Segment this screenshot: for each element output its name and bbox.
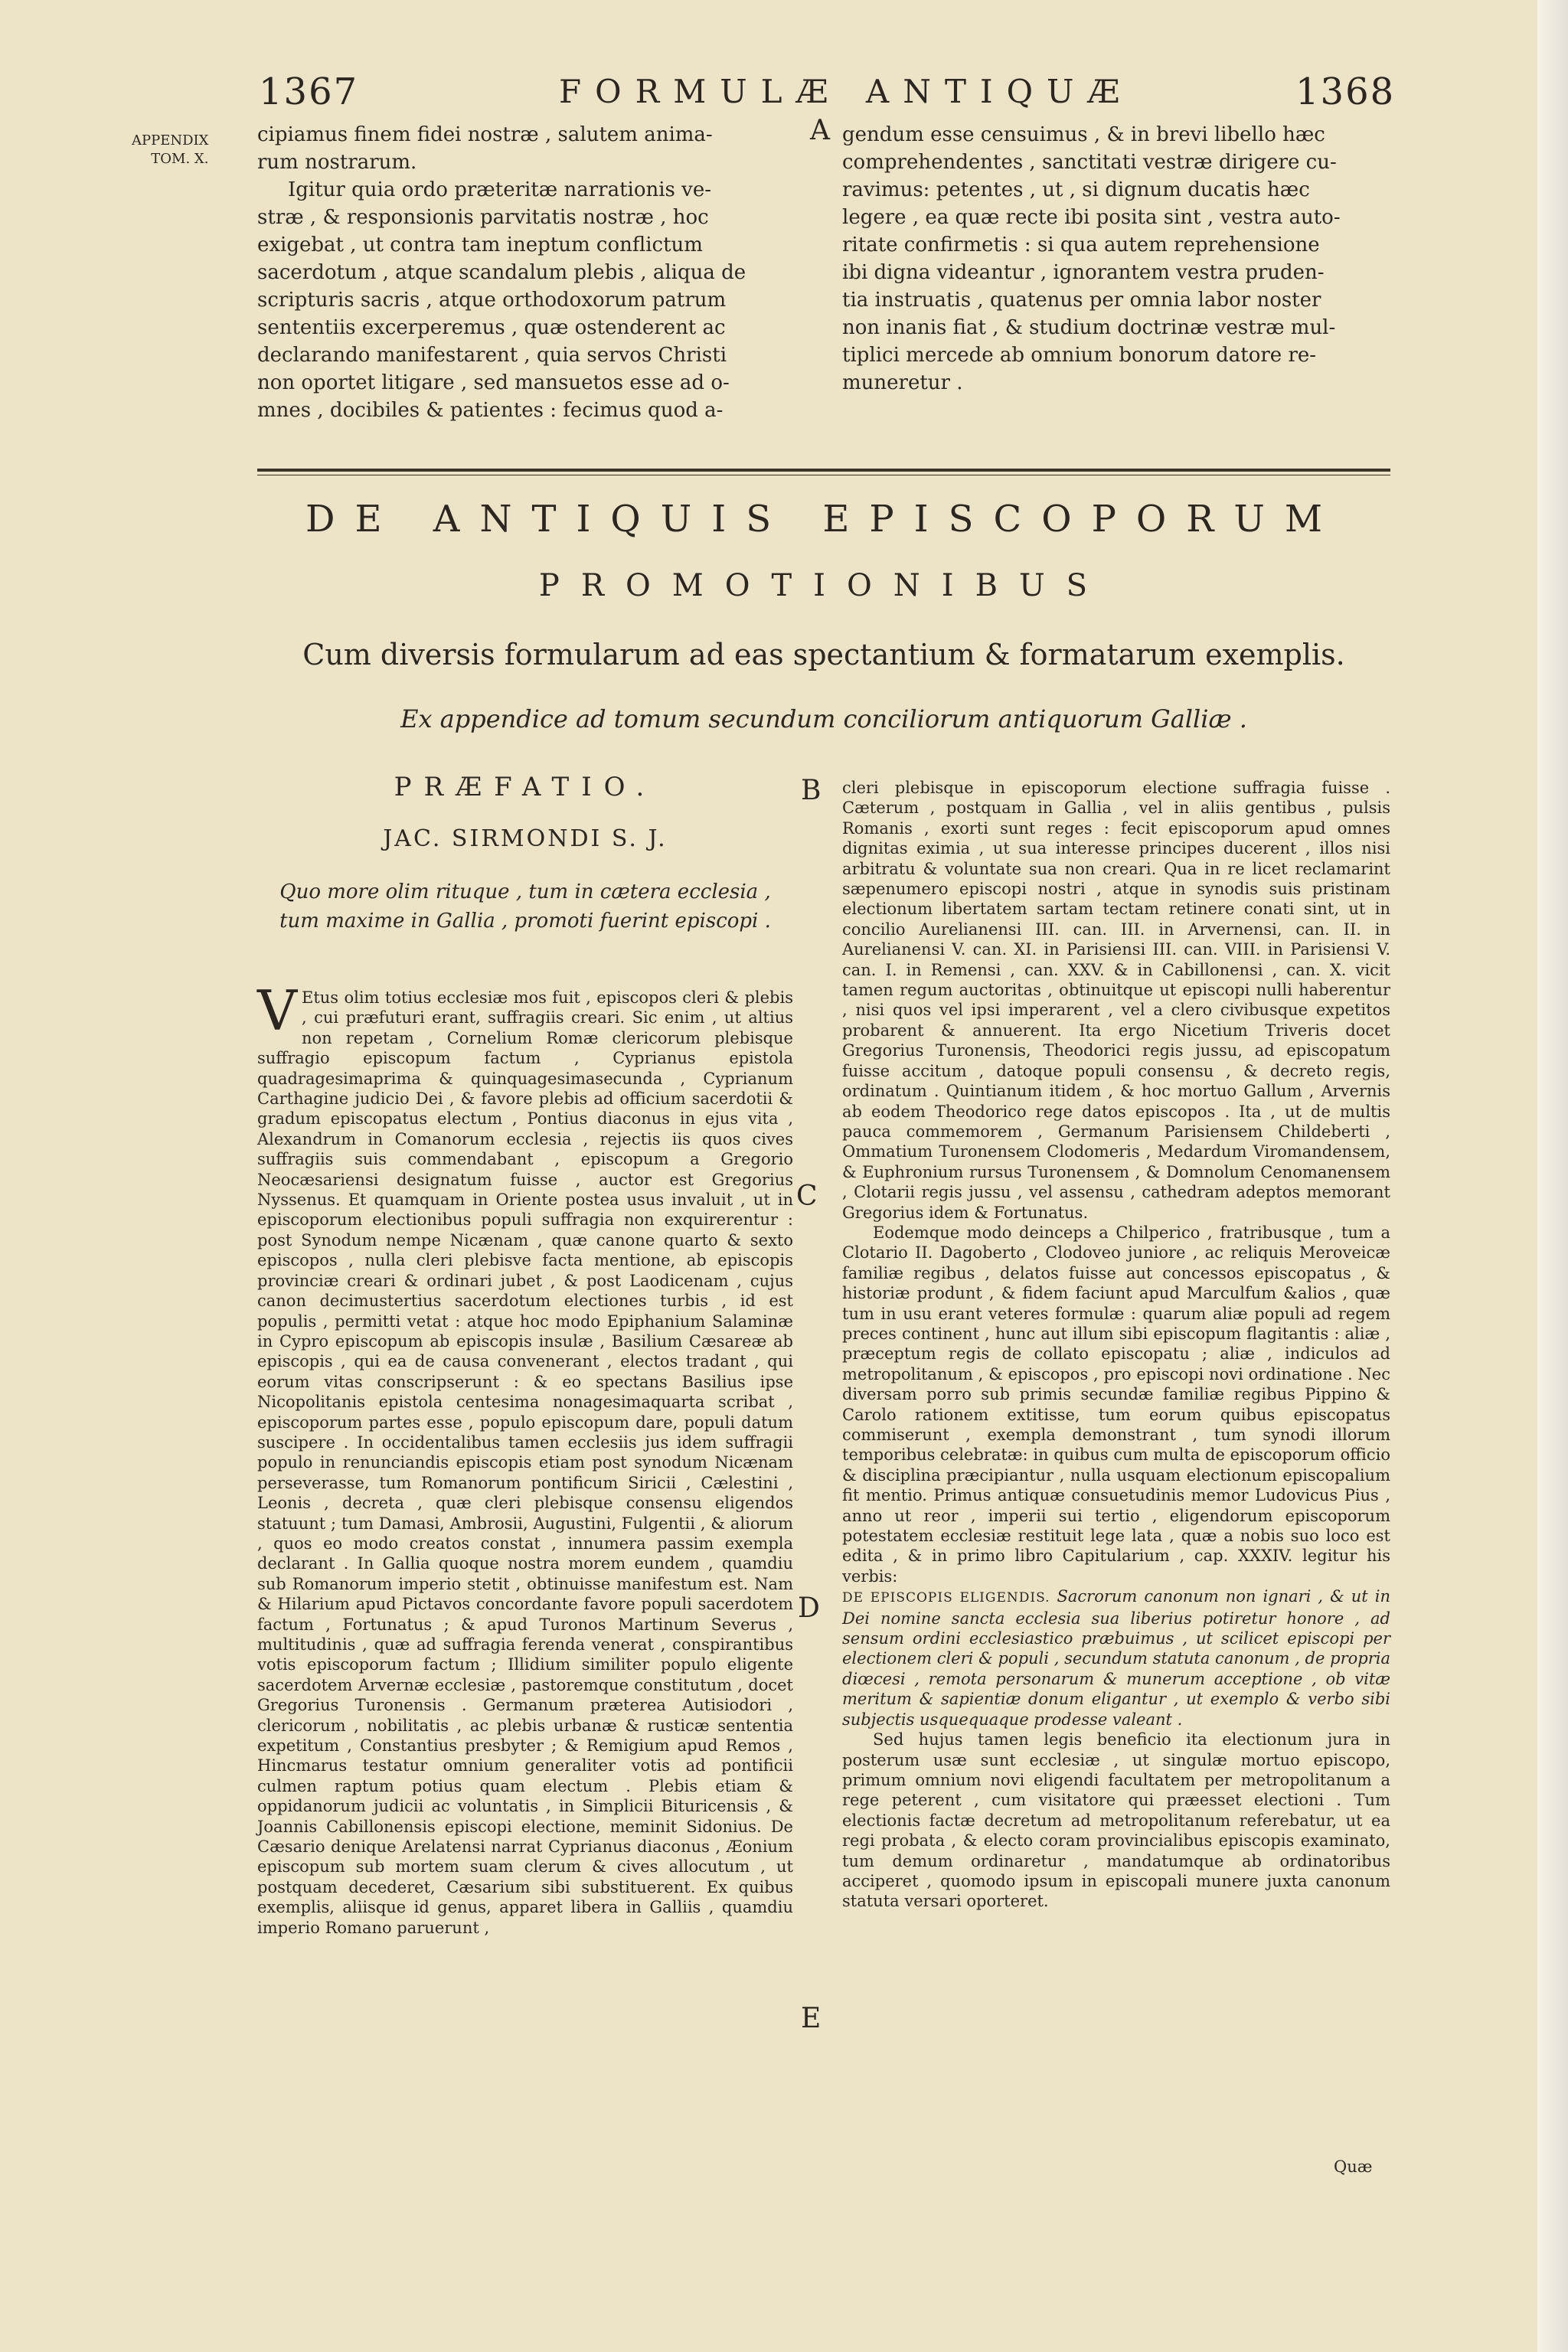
praefatio-right-column <box>842 778 1390 1912</box>
appendix-label: APPENDIX <box>132 132 209 149</box>
margin-letter-a: A <box>810 115 830 146</box>
text-line: sententiis excerperemus , quæ ostenderent ac <box>257 316 726 339</box>
margin-letter-b: B <box>801 775 822 806</box>
section-rule-thick <box>257 469 1390 472</box>
text-line: comprehendentes , sanctitati vestræ dirigere cu- <box>842 151 1337 174</box>
text-line: mnes , docibiles & patientes : fecimus quod a- <box>257 399 724 422</box>
text-line: non oportet litigare , sed mansuetos esse ad o- <box>257 371 730 394</box>
sub-title: PROMOTIONIBUS <box>538 568 1109 603</box>
text-line: stræ , & responsionis parvitatis nostræ , hoc <box>257 206 709 229</box>
praefatio-left-text: Etus olim totius ecclesiæ mos fuit , episcopos cleri & plebis , cui præfuturi erant, suffragiis creari. Sic enim , ut altius non repetam , Cornelium Romæ clericorum plebisque suffragio episcopum factum , Cyprianus epistola quadragesimaprima & quinquagesimasecunda , Cyprianum Carthagine judicio Dei , & favore plebis ad officium sacerdotii & gradum episcopatus electum , Pontius diaconus in ejus vita , Alexandrum in Comanorum ecclesia , rejectis iis quos cives suffragiis suis commendabant , episcopum a Gregorio Neocæsariensi designatum fuisse , auctor est Gregorius Nyssenus. Et quamquam in Oriente postea usus invaluit , ut in episcoporum electionibus populi suffragia non exquirerentur : post Synodum nempe Nicænam , quæ canone quarto & sexto episcopos , nulla cleri plebisve facta mentione, ab episcopis provinciæ creari & ordinari jubet , & post Laodicenam , cujus canon decimustertius sacerdotum electiones turbis , id est populis , permitti vetat : atque hoc modo Epiphanium Salaminæ in Cypro episcopum ab episcopis insulæ , Basilium Cæsareæ ab episcopis , qui ea de causa convenerant , electos tradant , qui eorum vitas conscripserunt : & eo spectans Basilius ipse Nicopolitanis epistola centesima nonagesimaquarta scribat , episcoporum partes esse , populo episcopum dare, populi datum suscipere . In occidentalibus tamen ecclesiis jus idem suffragii populo in renunciandis episcopis etiam post synodum Nicænam perseverasse, tum Romanorum pontificum Siricii , Cælestini , Leonis , decreta , quæ cleri plebisque consensu eligendos statuunt ; tum Damasi, Ambrosii, Augustini, Fulgentii , & aliorum , quos eo modo creatos constat , innumera passim exempla declarant . In Gallia quoque nostra morem eundem , quamdiu sub Romanorum imperio stetit , obtinuisse manifestum est. Nam & Hilarium apud Pictavos concordante favore populi sacerdotem factum , Fortunatus ; & apud Turonos Martinum Severus , multitudinis , quæ ad suffragia ferenda venerat , conspirantibus votis episcoporum factum ; Illidium similiter populo eligente sacerdotem Arvernæ ecclesiæ , pastoremque constitutum , docet Gregorius Turonensis . Germanum præterea Autisiodori , clericorum , nobilitatis , ac plebis urbanæ & rusticæ sententia expetitum , Constantius presbyter ; & Remigium apud Remos , Hincmarus testatur omnium generaliter votis ad pontificii culmen raptum potius quam electum . Plebis etiam & oppidanorum judicii ac voluntatis , in Simplicii Bituricensis , & Joannis Cabillonensis episcopi electione, meminit Sidonius. De Cæsario denique Arelatensi narrat Cyprianus diaconus , Æonium episcopum sub mortem suam clerum & cives allocutum , ut postquam decederet, Cæsarium sibi substituerent. Ex quibus exemplis, aliisque id genus, apparet libera in Galliis , quamdiu imperio Romano paruerunt , <box>257 988 793 1937</box>
praefatio-right-text-3: Sed hujus tamen legis beneficio ita electionum jura in posterum usæ sunt ecclesiæ , ut singulæ mortuo episcopo, primum omnium novi eligendi facultatem per metropolitanum a rege peterent , cum visitatore qui præesset electioni . Tum electionis factæ decretum ad metropolitanum referebatur, ut ea regi probata , & electo coram provincialibus episcopis examinato, tum demum ordinaretur , mandatumque ab ordinatoribus acciperet , quomodo ipsum in episcopali munere juxta canonum statuta versari oporteret. <box>842 1730 1390 1911</box>
text-line: sacerdotum , atque scandalum plebis , aliqua de <box>257 261 746 284</box>
praefatio-left-column <box>257 978 793 1938</box>
text-line: Igitur quia ordo præteritæ narrationis ve- <box>288 178 712 201</box>
text-line: gendum esse censuimus , & in brevi libello hæc <box>842 123 1325 146</box>
top-left-column <box>257 121 793 424</box>
text-line: ibi digna videantur , ignorantem vestra pruden- <box>842 261 1325 284</box>
praefatio-right-text-2: Eodemque modo deinceps a Chilperico , fratribusque , tum a Clotario II. Dagoberto , Clodoveo juniore , ac reliquis Meroveicæ familiæ regibus , delatos fuisse aut concessos episcopatus , & historiæ produnt , & fidem faciunt apud Marculfum &alios , quæ tum in usu erant veteres formulæ : quarum aliæ populi ad regem preces continent , hunc aut illum sibi episcopum flagitantis : aliæ , præceptum regis de collato episcopatu ; aliæ , indiculos ad metropolitanum , & episcopos , pro episcopi novi ordinatione . Nec diversam porro sub primis secundæ familiæ regibus Pippino & Carolo rationem extitisse, tum eorum quibus episcopatus commiserunt , exempla demonstrant , tum synodi illorum temporibus celebratæ: in quibus cum multa de episcoporum officio & disciplina præcipiantur , nulla usquam electionum episcopalium fit mentio. Primus antiquæ consuetudinis memor Ludovicus Pius , anno ut reor , imperii sui tertio , eligendorum episcoporum potestatem ecclesiæ restituit lege lata , quæ a nobis suo loco est edita , & in primo libro Capitularium , cap. XXXIV. legitur his verbis: <box>842 1223 1390 1586</box>
text-line: exigebat , ut contra tam ineptum conflictum <box>257 234 703 256</box>
text-line: tia instruatis , quatenus per omnia labor noster <box>842 289 1321 312</box>
tome-label: TOM. X. <box>151 151 209 167</box>
margin-letter-c: C <box>796 1181 818 1212</box>
text-line: cipiamus finem fidei nostræ , salutem anima- <box>257 123 713 146</box>
appendix-margin-note <box>132 132 208 168</box>
praefatio-heading: PRÆFATIO. <box>394 772 657 802</box>
main-title: DE ANTIQUIS EPISCOPORUM <box>305 498 1342 541</box>
page-gutter-shadow <box>1537 0 1568 2352</box>
text-line: scripturis sacris , atque orthodoxorum patrum <box>257 289 727 312</box>
decree-label: DE EPISCOPIS ELIGENDIS. <box>842 1590 1050 1606</box>
running-title: FORMULÆ ANTIQUÆ <box>559 73 1134 110</box>
text-line: legere , ea quæ recte ibi posita sint , vestra auto- <box>842 206 1341 229</box>
praefatio-right-text-1: cleri plebisque in episcoporum electione suffragia fuisse . Cæterum , postquam in Gallia , vel in aliis gentibus , pulsis Romanis , exorti sunt reges : fecit episcoporum apud omnes dignitas eximia , ut sua interesse principes ducerent , illos nisi arbitratu & voluntate sua non creari. Qua in re licet reclamarint sæpenumero episcopi nostri , atque in synodis suis pristinam electionum libertatem sartam tectam retinere conati sint, ut in concilio Aurelianensi III. can. III. in Arvernensi, can. II. in Aurelianensi V. can. XI. in Parisiensi III. can. VIII. in Parisiensi V. can. I. in Remensi , can. XXV. & in Cabillonensi , can. X. vicit tamen regum auctoritas , obtinuitque ut episcopi nulli haberentur , nisi quos vel ipsi imperarent , vel a clero civibusque expetitos probarent & annuerent. Ita ergo Nicetium Triveris docet Gregorius Turonensis, Theodorici regis jussu, ad episcopatum fuisse accitum , datoque populi consensu , & decreto regis, ordinatum . Quintianum itidem , & hoc mortuo Gallum , Arvernis ab eodem Theodorico rege datos episcopos . Ita , ut de multis pauca commemorem , Germanum Parisiensem Childeberti , Ommatium Turonensem Clodomeris , Medardum Viromandensem, & Euphronium rursus Turonensem , & Domnolum Cenomanensem , Clotarii regis jussu , vel assensu , cathedram adeptos memorant Gregorius idem & Fortunatus. <box>842 779 1390 1222</box>
text-line: rum nostrarum. <box>257 151 417 174</box>
text-line: tiplici mercede ab omnium bonorum datore re- <box>842 344 1317 367</box>
title-description: Cum diversis formularum ad eas spectantium & formatarum exemplis. <box>302 638 1345 671</box>
praefatio-summary: Quo more olim rituque , tum in cætera ecclesia , tum maxime in Gallia , promoti fuerint episcopi . <box>279 880 771 933</box>
right-page-number: 1368 <box>1295 70 1396 113</box>
margin-letter-e: E <box>801 2003 822 2034</box>
left-page-number: 1367 <box>259 70 359 113</box>
drop-cap: V <box>257 978 297 1043</box>
top-right-column <box>842 121 1390 397</box>
text-line: non inanis fiat , & studium doctrinæ vestræ mul- <box>842 316 1336 339</box>
praefatio-author: JAC. SIRMONDI S. J. <box>383 825 668 852</box>
text-line: ritate confirmetis : si qua autem reprehensione <box>842 234 1320 256</box>
decree-text: Sacrorum canonum non ignari , & ut in Dei nomine sancta ecclesia sua liberius potiretur honore , ad sensum ordini ecclesiastico præbuimus , ut scilicet episcopi per electionem cleri & populi , secundum statuta canonum , de propria diœcesi , remota personarum & munerum acceptione , ob vitæ meritum & sapientiæ donum eligantur , ut exemplo & verbo sibi subjectis usquequaque prodesse valeant . <box>842 1587 1390 1729</box>
source-note: Ex appendice ad tomum secundum conciliorum antiquorum Galliæ . <box>400 704 1247 733</box>
text-line: muneretur . <box>842 371 963 394</box>
text-line: ravimus: petentes , ut , si dignum ducatis hæc <box>842 178 1310 201</box>
catchword: Quæ <box>1334 2158 1373 2176</box>
margin-letter-d: D <box>798 1592 820 1624</box>
text-line: declarando manifestarent , quia servos Christi <box>257 344 727 367</box>
